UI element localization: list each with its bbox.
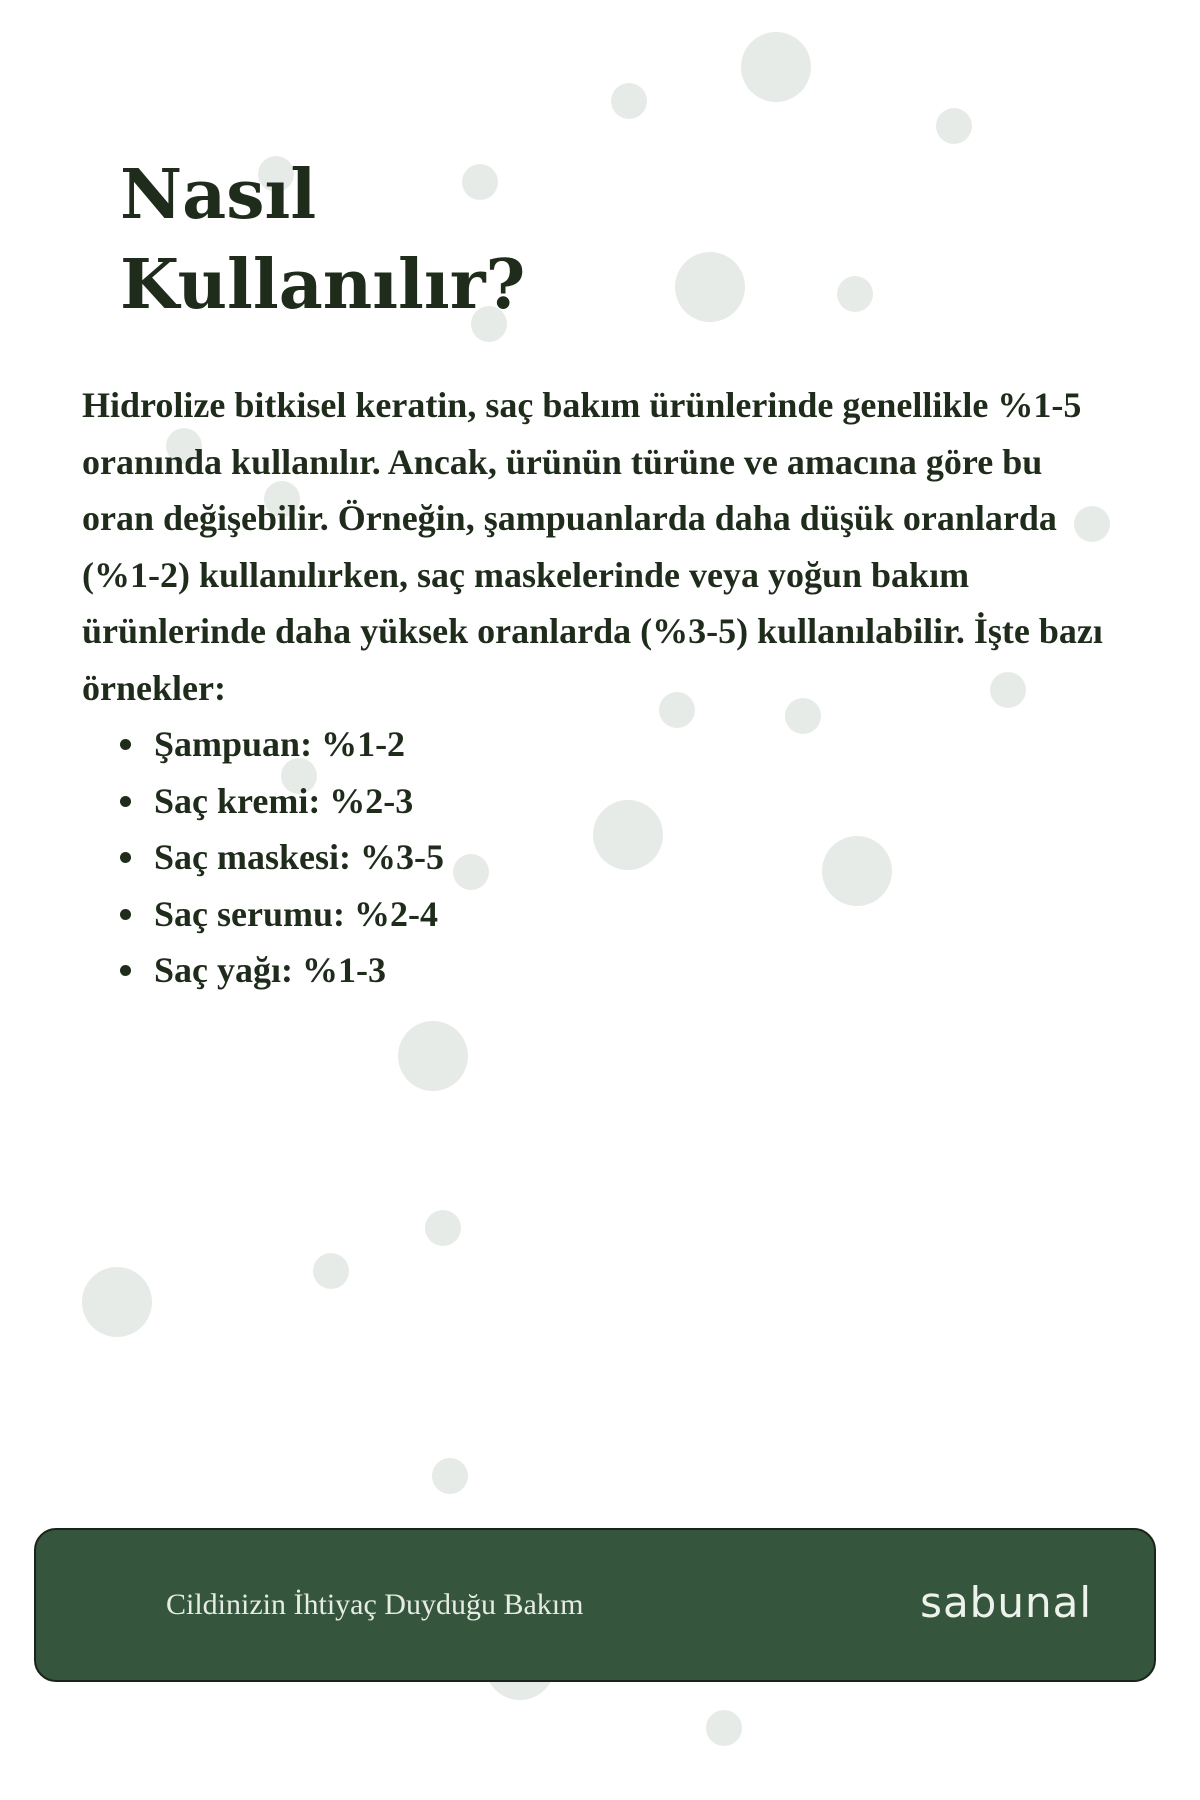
- list-item: [154, 942, 1122, 999]
- list-item: [154, 773, 1122, 830]
- list-item-text: Saç yağı: %1-3: [154, 950, 386, 990]
- list-item: [154, 886, 1122, 943]
- list-item-text: Saç serumu: %2-4: [154, 893, 438, 934]
- background-dot: [398, 1021, 468, 1091]
- background-dot: [741, 32, 811, 102]
- background-dot: [706, 1710, 742, 1746]
- list-item-text: Saç kremi: %2-3: [154, 780, 414, 821]
- background-dot: [675, 252, 745, 322]
- list-item-text: Şampuan: %1-2: [154, 724, 406, 764]
- bullet-icon: [120, 909, 131, 920]
- bullet-icon: [120, 796, 131, 807]
- page-title-line-2: Kullanılır?: [120, 245, 526, 325]
- page-title-line-1: Nasıl: [120, 155, 317, 235]
- background-dot: [837, 276, 873, 312]
- body-text: [82, 377, 1122, 999]
- bullet-icon: [120, 852, 131, 863]
- bullet-icon: [120, 965, 131, 976]
- brand-logo: sabunal: [920, 1578, 1092, 1627]
- examples-list: [82, 716, 1122, 999]
- list-item: [154, 829, 1122, 886]
- list-item: [154, 716, 1122, 773]
- background-dot: [936, 108, 972, 144]
- bullet-icon: [120, 739, 131, 750]
- background-dot: [313, 1253, 349, 1289]
- list-item-text: Saç maskesi: %3-5: [154, 837, 444, 877]
- footer-banner: [34, 1528, 1156, 1682]
- background-dot: [611, 83, 647, 119]
- footer-tagline: Cildinizin İhtiyaç Duyduğu Bakım: [166, 1588, 584, 1621]
- background-dot: [425, 1210, 461, 1246]
- background-dot: [432, 1458, 468, 1494]
- background-dot: [82, 1267, 152, 1337]
- intro-paragraph: Hidrolize bitkisel keratin, saç bakım ürünlerinde genellikle %1-5 oranında kullanılır. Ancak, ürünün türüne ve amacına göre bu oran değişebilir. Örneğin, şampuanlarda daha düşük oranlarda (%1-2) kullanılırken, saç maskelerinde veya yoğun bakım ürünlerinde daha yüksek oranlarda (%3-5) kullanılabilir. İşte bazı örnekler:: [82, 385, 1103, 708]
- page-title: [120, 150, 525, 330]
